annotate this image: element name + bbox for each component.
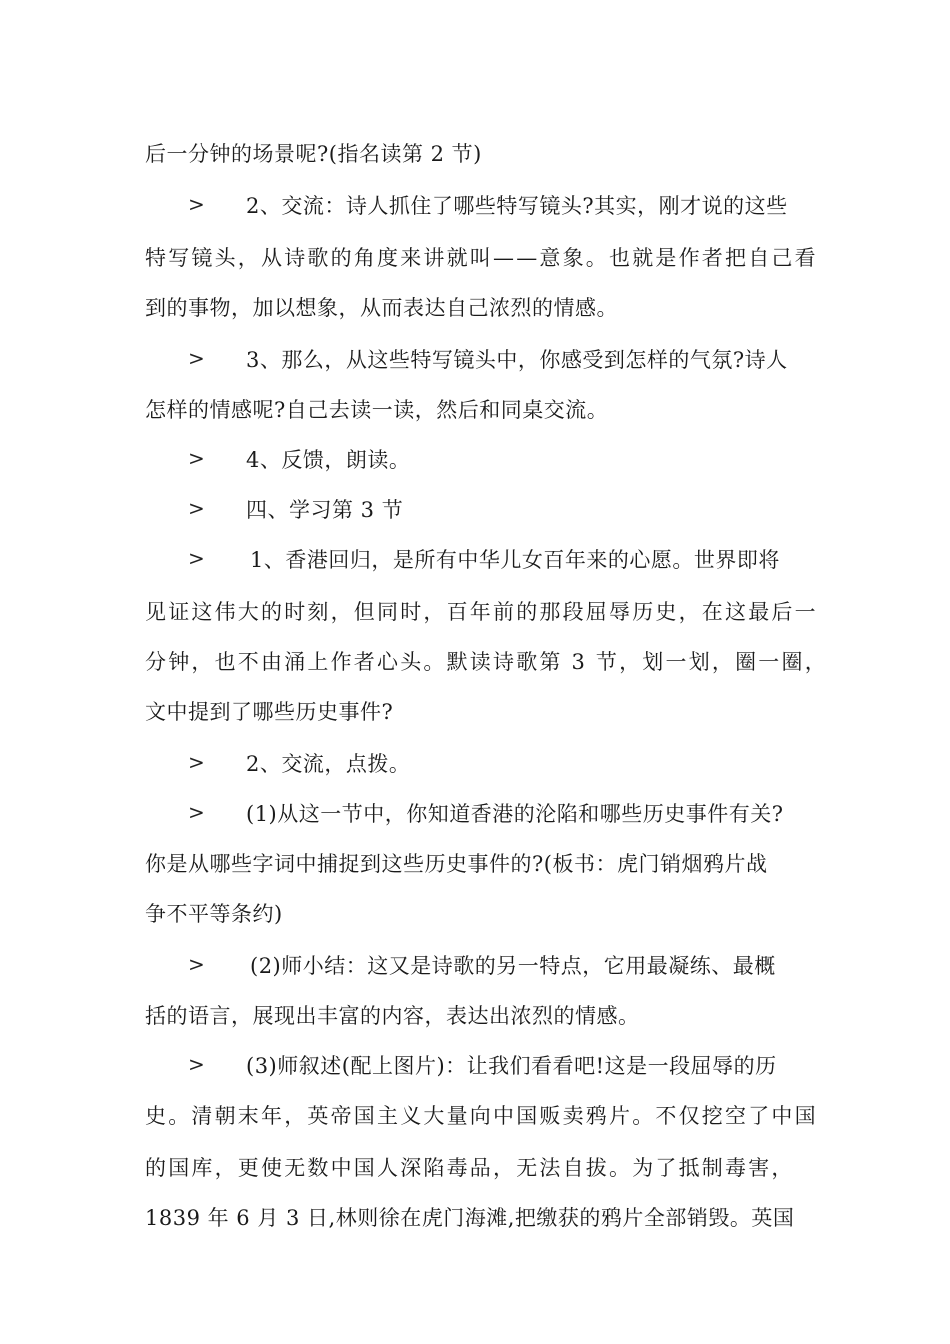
text-line: 括的语言，展现出丰富的内容，表达出浓烈的情感。	[145, 1004, 640, 1028]
text-line: 到的事物，加以想象，从而表达自己浓烈的情感。	[145, 296, 618, 320]
text-line: 特写镜头，从诗歌的角度来讲就叫——意象。也就是作者把自己看	[145, 246, 818, 270]
text-line: 你是从哪些字词中捕捉到这些历史事件的?(板书：虎门销烟鸦片战	[145, 852, 768, 876]
text-line: 的国库，更使无数中国人深陷毒品，无法自拔。为了抵制毒害，	[145, 1156, 795, 1180]
bullet-arrow-icon: >	[188, 546, 205, 570]
bullet-arrow-icon: >	[188, 1052, 205, 1076]
list-item-text: 1、香港回归，是所有中华儿女百年来的心愿。世界即将	[250, 548, 780, 572]
list-item-text: 3、那么，从这些特写镜头中，你感受到怎样的气氛?诗人	[246, 348, 788, 372]
list-item-text: (3)师叙述(配上图片)：让我们看看吧!这是一段屈辱的历	[246, 1054, 777, 1078]
list-item-text: 2、交流：诗人抓住了哪些特写镜头?其实，刚才说的这些	[246, 194, 788, 218]
text-line: 1839 年 6 月 3 日,林则徐在虎门海滩,把缴获的鸦片全部销毁。英国	[145, 1206, 795, 1230]
text-line: 后一分钟的场景呢?(指名读第 2 节)	[145, 142, 482, 166]
text-line: 分钟，也不由涌上作者心头。默读诗歌第 3 节，划一划，圈一圈，	[145, 650, 828, 674]
text-line: 文中提到了哪些历史事件?	[145, 700, 394, 724]
bullet-arrow-icon: >	[188, 446, 205, 470]
list-item-text: 4、反馈，朗读。	[246, 448, 411, 472]
bullet-arrow-icon: >	[188, 750, 205, 774]
list-item-text: (2)师小结：这又是诗歌的另一特点，它用最凝练、最概	[250, 954, 776, 978]
section-heading: 四、学习第 3 节	[246, 498, 404, 522]
bullet-arrow-icon: >	[188, 800, 205, 824]
bullet-arrow-icon: >	[188, 192, 205, 216]
text-line: 怎样的情感呢?自己去读一读，然后和同桌交流。	[145, 398, 609, 422]
text-line: 争不平等条约)	[145, 902, 283, 926]
list-item-text: 2、交流，点拨。	[246, 752, 411, 776]
text-line: 史。清朝末年，英帝国主义大量向中国贩卖鸦片。不仅挖空了中国	[145, 1104, 818, 1128]
text-line: 见证这伟大的时刻，但同时，百年前的那段屈辱历史，在这最后一	[145, 600, 818, 624]
bullet-arrow-icon: >	[188, 346, 205, 370]
bullet-arrow-icon: >	[188, 496, 205, 520]
list-item-text: (1)从这一节中，你知道香港的沦陷和哪些历史事件有关?	[246, 802, 784, 826]
bullet-arrow-icon: >	[188, 952, 205, 976]
